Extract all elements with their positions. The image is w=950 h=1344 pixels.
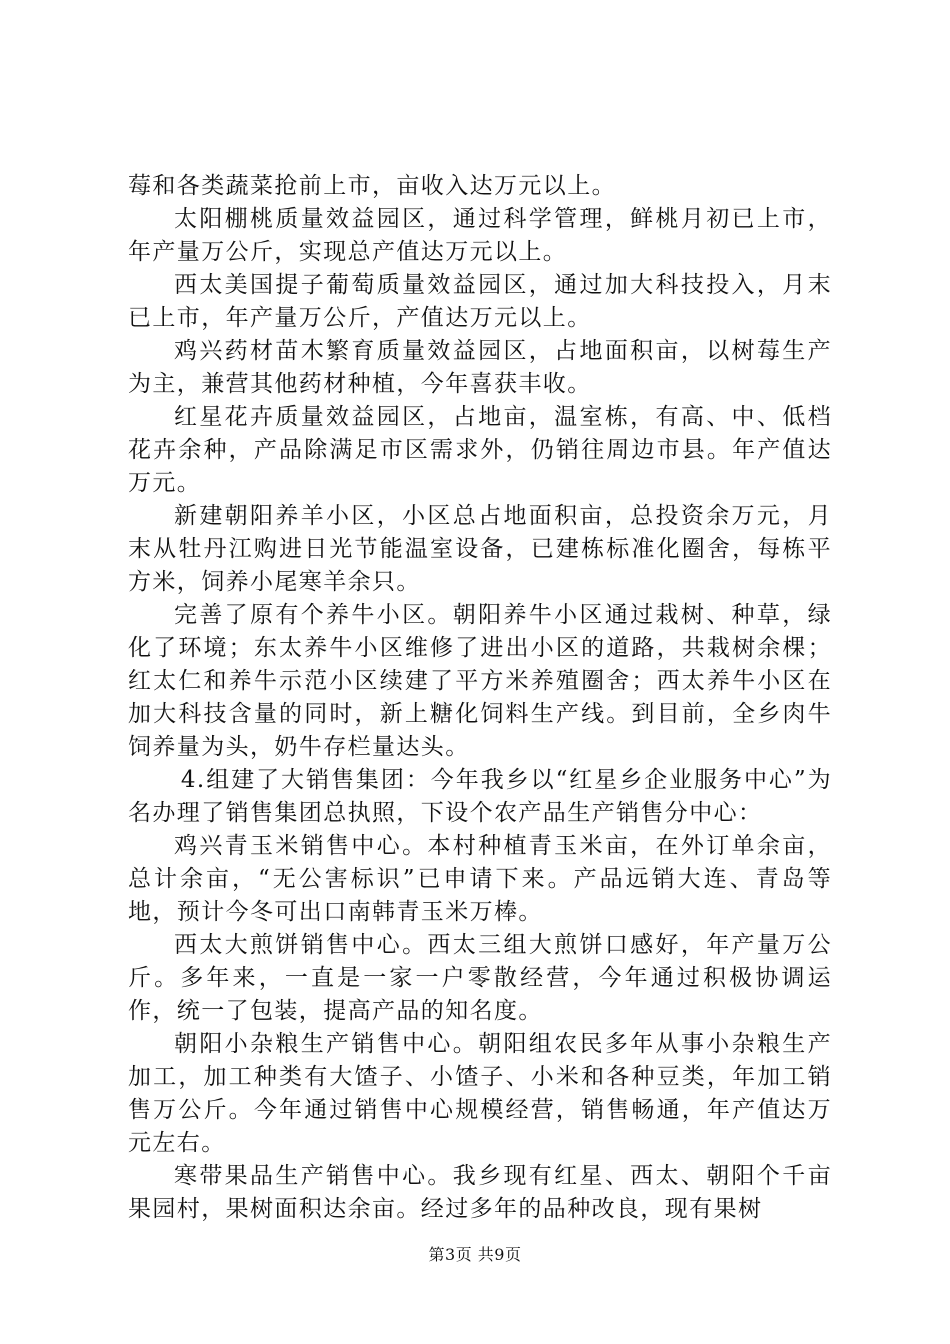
paragraph-cattle-districts: 完善了原有个养牛小区。朝阳养牛小区通过栽树、种草，绿化了环境；东太养牛小区维修了进出小区的道路，共栽树余棵；红太仁和养牛示范小区续建了平方米养殖圈舍；西太养牛小区在加大科技含量的同时，新上糖化饲料生产线。到目前，全乡肉牛饲养量为头，奶牛存栏量达头。 [128,602,832,760]
paragraph-pancake-center: 西太大煎饼销售中心。西太三组大煎饼口感好，年产量万公斤。多年来，一直是一家一户零散经营，今年通过积极协调运作，统一了包装，提高产品的知名度。 [128,932,832,1024]
paragraph-green-corn-center: 鸡兴青玉米销售中心。本村种植青玉米亩，在外订单余亩，总计余亩，“无公害标识”已申请下来。产品远销大连、青岛等地，预计今冬可出口南韩青玉米万棒。 [128,833,832,925]
paragraph-sales-group-heading: 4.组建了大销售集团：今年我乡以“红星乡企业服务中心”为名办理了销售集团总执照，下设个农产品生产销售分中心： [128,767,832,826]
paragraph-herb-nursery-park: 鸡兴药材苗木繁育质量效益园区，占地面积亩，以树莓生产为主，兼营其他药材种植，今年喜获丰收。 [128,338,832,397]
paragraph-grape-park: 西太美国提子葡萄质量效益园区，通过加大科技投入，月末已上市，年产量万公斤，产值达万元以上。 [128,272,832,331]
paragraph-grains-center: 朝阳小杂粮生产销售中心。朝阳组农民多年从事小杂粮生产加工，加工种类有大馇子、小馇子、小米和各种豆类，年加工销售万公斤。今年通过销售中心规模经营，销售畅通，年产值达万元左右。 [128,1031,832,1156]
paragraph-peach-park: 太阳棚桃质量效益园区，通过科学管理，鲜桃月初已上市，年产量万公斤，实现总产值达万元以上。 [128,206,832,265]
document-body [128,170,832,1226]
paragraph-flower-park: 红星花卉质量效益园区，占地亩，温室栋，有高、中、低档花卉余种，产品除满足市区需求外，仍销往周边市县。年产值达万元。 [128,404,832,496]
paragraph-continuation: 莓和各类蔬菜抢前上市，亩收入达万元以上。 [128,173,616,199]
paragraph-sheep-district: 新建朝阳养羊小区，小区总占地面积亩，总投资余万元，月末从牡丹江购进日光节能温室设备，已建栋标准化圈舍，每栋平方米，饲养小尾寒羊余只。 [128,503,832,595]
paragraph-fruit-center: 寒带果品生产销售中心。我乡现有红星、西太、朝阳个千亩果园村，果树面积达余亩。经过多年的品种改良，现有果树 [128,1163,832,1222]
page-number-footer: 第3页 共9页 [428,1245,522,1264]
